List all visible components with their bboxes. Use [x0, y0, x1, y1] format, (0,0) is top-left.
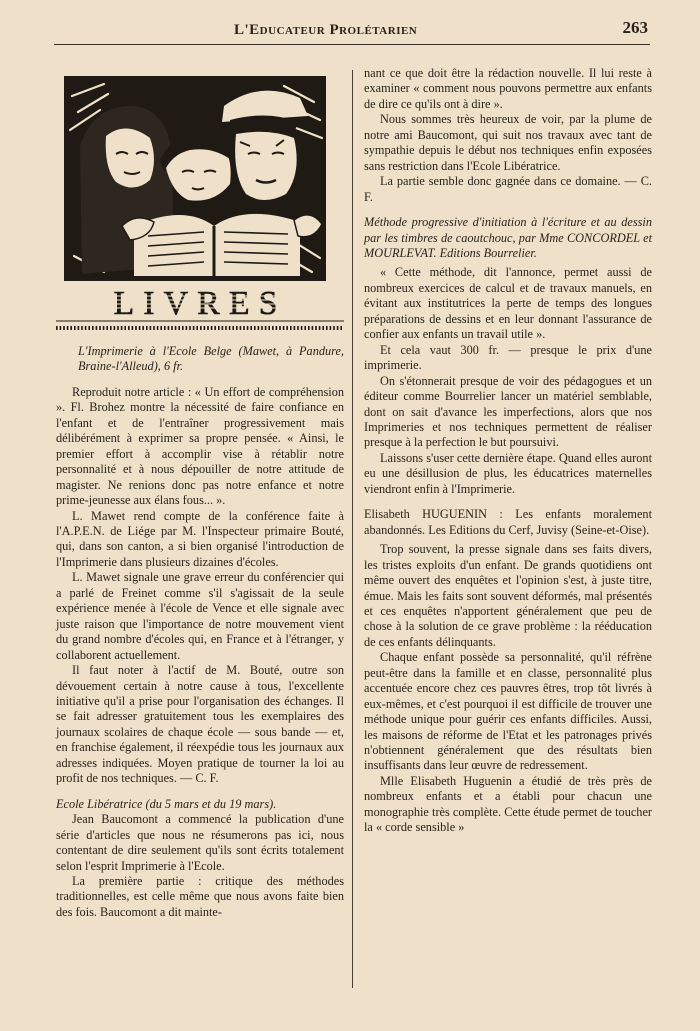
review-title: Méthode progressive d'initiation à l'écriture et au dessin par les timbres de caoutchouc, par Mme CONCORDEL et MOURLEVAT. Editions Bourrelier. — [364, 215, 652, 260]
paragraph: Laissons s'user cette dernière étape. Quand elles auront eu une désillusion de plus, les éducatrices maternelles viendront enfin à l'Imprimerie. — [364, 450, 652, 496]
paragraph: Nous sommes très heureux de voir, par la plume de notre ami Baucomont, qui suit nos travaux avec tant de sympathie depuis le début nos techniques enfin exposées sans restriction dans l'Ecole Libératrice. — [364, 112, 652, 173]
paragraph: « Cette méthode, dit l'annonce, permet aussi de nombreux exercices de calcul et de travaux manuels, en évitant aux institutrices la perte de temps des longues préparations de dessins et en leur donnant l'assurance de confier aux enfants un travail utile ». — [364, 265, 652, 342]
paragraph: Chaque enfant possède sa personnalité, qu'il réfrène peut-être dans la famille et en classe, personnalité plus accentuée encore chez ces pauvres êtres, trop tôt livrés à eux-mêmes, et c'est pourquoi il est difficile de trouver une méthode unique pour guérir ces enfants difficiles. Aussi, les maisons de réforme de l'Etat et les patronages privés n'obtiennent généralement que des résultats bien insuffisants dans leur œuvre de redressement. — [364, 650, 652, 773]
column-rule — [352, 70, 353, 988]
paragraph-continuation: nant ce que doit être la rédaction nouvelle. Il lui reste à examiner « comment nous pouvons permettre aux enfants de dire ce qu'ils ont à dire ». — [364, 66, 652, 111]
page-number: 263 — [622, 18, 648, 37]
review-title: L'Imprimerie à l'Ecole Belge (Mawet, à Pandure, Braine-l'Alleud), 6 fr. — [78, 344, 344, 374]
paragraph: L. Mawet signale une grave erreur du conférencier qui a parlé de Freinet comme s'il s'agissait de la seule expérience menée à l'école de Vence et elle signale avec juste raison que l'importance de notre mouvement vient du grand nombre d'écoles qui, en France et à l'étranger, y collaborent actuellement. — [56, 570, 344, 662]
paragraph: Mlle Elisabeth Huguenin a étudié de très près de nombreux enfants et a établi pour chacun une monographie très complète. Cette étude permet de toucher la « corde sensible » — [364, 773, 652, 835]
woodcut-illustration — [64, 76, 326, 281]
paragraph: Trop souvent, la presse signale dans ses faits divers, les tristes exploits d'un enfant. De grands quotidiens ont même ouvert des enquêtes et l'opinion s'est, à juste titre, émue. Mais les faits sont souvent déformés, mal présentés et ces enquêtes n'apportent généralement que peu de chose à la solution de ce grave problème : la rééducation de ces enfants délinquants. — [364, 542, 652, 649]
right-column — [364, 66, 652, 836]
paragraph: L. Mawet rend compte de la conférence faite à l'A.P.E.N. de Liége par M. l'Inspecteur primaire Bouté, qui, dans son canton, a si bien organisé l'introduction de l'Imprimerie dans plusieurs dizaines d'écoles. — [56, 508, 344, 569]
paragraph: Reproduit notre article : « Un effort de compréhension ». Fl. Brohez montre la nécessité de faire confiance en l'enfant et de l'entraîner progressivement mais délibérément à exprimer sa propre pensée. « Ainsi, le premier effort à accomplir vise à rétablir notre personnalité et à nous dépouiller de notre attitude de magister. Ne renions donc pas notre enfance et notre prime-jeunesse aux élans fous... ». — [56, 384, 344, 508]
livres-word: LIVRES — [113, 285, 287, 322]
running-header — [54, 18, 650, 45]
paragraph: Jean Baucomont a commencé la publication d'une série d'articles que nous ne résumerons pas ici, nous contentant de dire seulement qu'ils sont écrits totalement selon l'esprit Imprimerie à l'Ecole. — [56, 812, 344, 873]
paragraph: La première partie : critique des méthodes traditionnelles, est celle même que nous avons faite bien des fois. Baucomont a dit mainte- — [56, 873, 344, 919]
left-column — [56, 344, 344, 920]
review-title: Ecole Libératrice (du 5 mars et du 19 mars). — [56, 796, 277, 811]
journal-title: L'Educateur Prolétarien — [234, 22, 418, 38]
paragraph: Il faut noter à l'actif de M. Bouté, outre son dévouement certain à notre cause à tous, l'excellente initiative qu'il a prise pour l'organisation des échanges. Il se fait adresser gratuitement tous les exemplaires des journaux scolaires de chaque école — sous bande — et, en franchise également, il réexpédie tous les journaux aux adresses indiquées. Moyen pratique de tourner la loi au profit de nos techniques. — C. F. — [56, 663, 344, 786]
paragraph: La partie semble donc gagnée dans ce domaine. — C. F. — [364, 174, 652, 204]
paragraph: On s'étonnerait presque de voir des pédagogues et un éditeur comme Bourrelier lancer un matériel semblable, dont on sait d'avance les imperfections, alors que nos Imprimeries et nos techniques permettent de réaliser presque à la perfection le but poursuivi. — [364, 373, 652, 450]
review-title: Elisabeth HUGUENIN : Les enfants moralement abandonnés. Les Editions du Cerf, Juvisy (Seine-et-Oise). — [364, 507, 652, 537]
livres-banner — [56, 284, 344, 336]
paragraph: Et cela vaut 300 fr. — presque le prix d'une imprimerie. — [364, 342, 652, 373]
